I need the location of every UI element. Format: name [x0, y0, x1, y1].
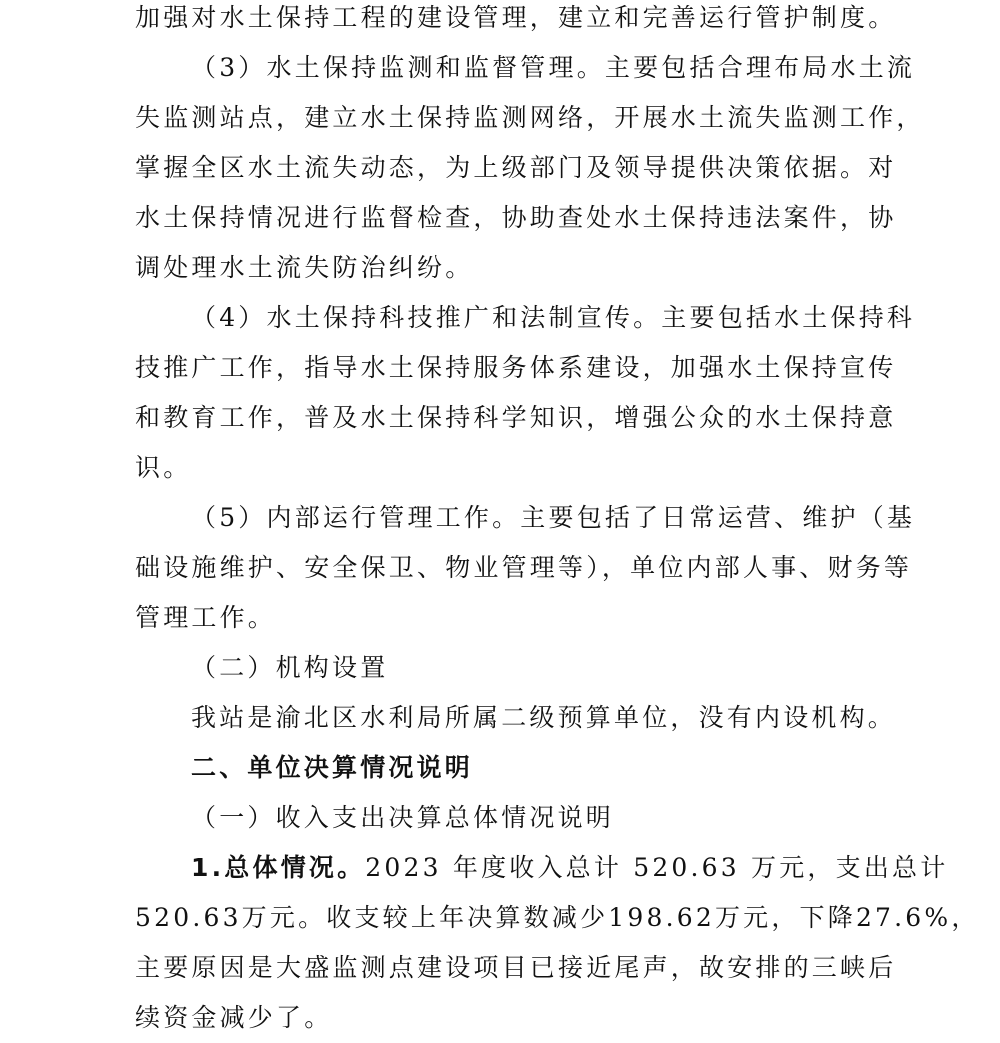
paragraph-line: 管理工作。: [135, 603, 277, 632]
paragraph-line: 失监测站点，建立水土保持监测网络，开展水土流失监测工作，: [135, 103, 925, 132]
section-heading: （二）机构设置: [191, 653, 389, 682]
paragraph-line: 技推广工作，指导水土保持服务体系建设，加强水土保持宣传: [135, 353, 897, 382]
paragraph-line: 掌握全区水土流失动态，为上级部门及领导提供决策依据。对: [135, 153, 897, 182]
document-page: [135, 0, 980, 1043]
chapter-heading: 二、单位决算情况说明: [191, 753, 474, 782]
section-heading: （一）收入支出决算总体情况说明: [191, 803, 615, 832]
paragraph-line: 加强对水土保持工程的建设管理，建立和完善运行管护制度。: [135, 3, 897, 32]
paragraph-line: （5）内部运行管理工作。主要包括了日常运营、维护（基: [191, 503, 916, 532]
paragraph-line: 调处理水土流失防治纠纷。: [135, 253, 474, 282]
paragraph-line: 520.63万元。收支较上年决算数减少198.62万元，下降27.6%，: [135, 903, 980, 932]
paragraph-line: （4）水土保持科技推广和法制宣传。主要包括水土保持科: [191, 303, 916, 332]
paragraph-line: [135, 843, 949, 893]
paragraph-line: 水土保持情况进行监督检查，协助查处水土保持违法案件，协: [135, 203, 897, 232]
paragraph-line: 础设施维护、安全保卫、物业管理等），单位内部人事、财务等: [135, 553, 913, 582]
paragraph-line: 续资金减少了。: [135, 1003, 333, 1032]
paragraph-line: 我站是渝北区水利局所属二级预算单位，没有内设机构。: [191, 703, 897, 732]
paragraph-line: 识。: [135, 453, 192, 482]
inline-heading: 1.总体情况。: [191, 853, 366, 882]
paragraph-line: 主要原因是大盛监测点建设项目已接近尾声，故安排的三峡后: [135, 953, 897, 982]
paragraph-line: 和教育工作，普及水土保持科学知识，增强公众的水土保持意: [135, 403, 897, 432]
paragraph-line: （3）水土保持监测和监督管理。主要包括合理布局水土流: [191, 53, 916, 82]
paragraph-text: 2023 年度收入总计 520.63 万元，支出总计: [365, 853, 949, 882]
